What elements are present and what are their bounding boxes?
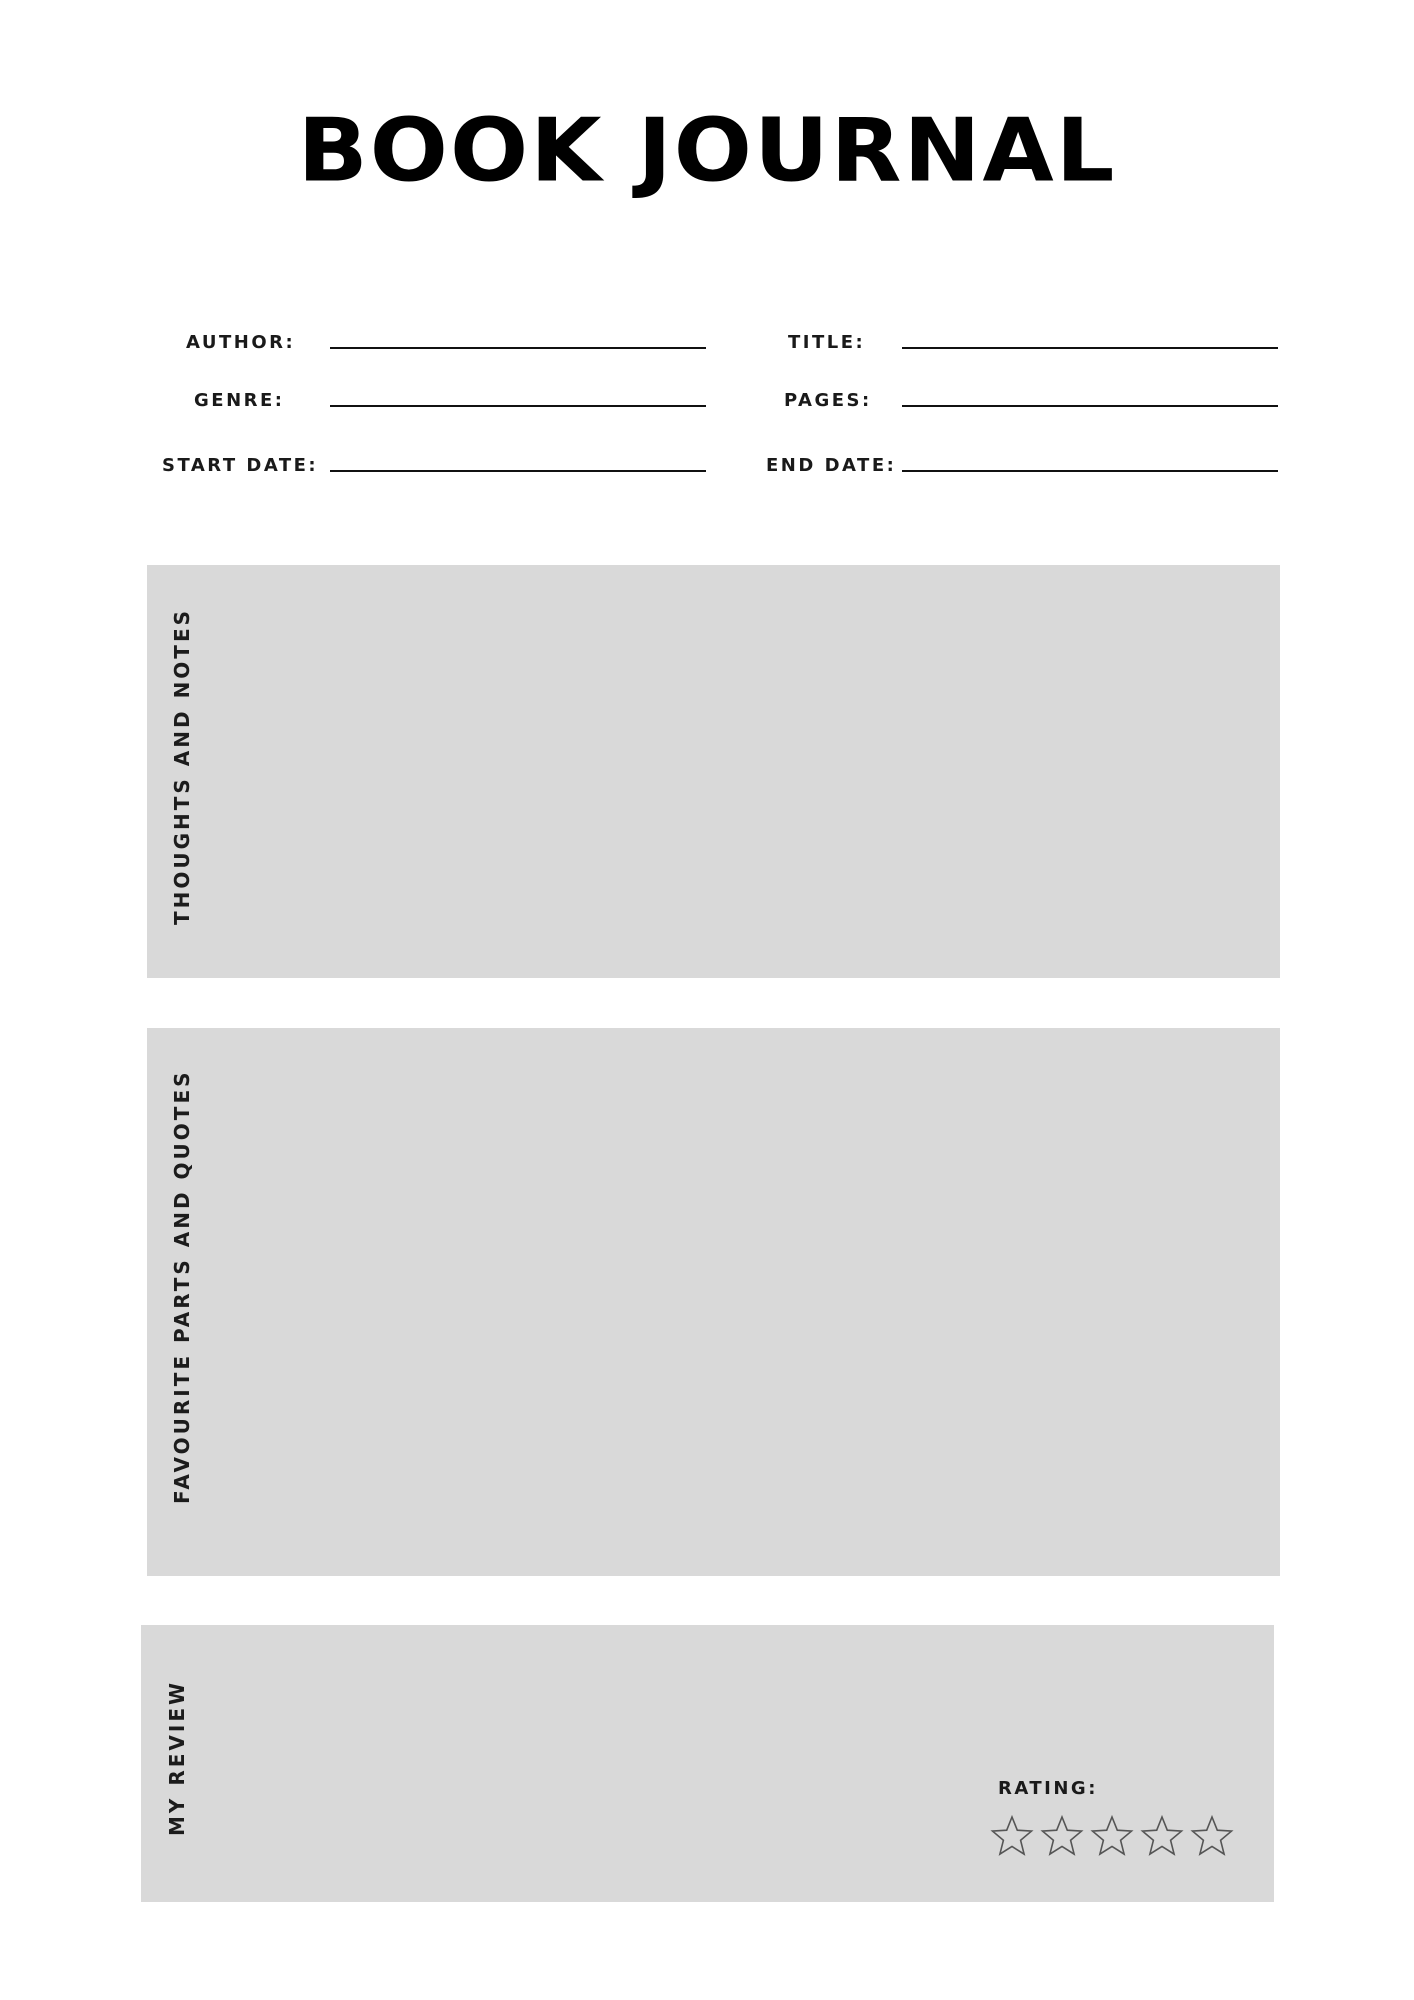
star-icon[interactable] <box>1190 1814 1234 1858</box>
review-label: MY REVIEW <box>165 1679 189 1836</box>
start-date-label: START DATE: <box>162 455 319 476</box>
end-date-label: END DATE: <box>766 455 897 476</box>
rating-stars <box>990 1814 1234 1858</box>
favourite-quotes-label: FAVOURITE PARTS AND QUOTES <box>170 1069 194 1504</box>
star-icon[interactable] <box>1040 1814 1084 1858</box>
star-icon[interactable] <box>1090 1814 1134 1858</box>
title-field[interactable] <box>902 347 1278 349</box>
pages-field[interactable] <box>902 405 1278 407</box>
pages-label: PAGES: <box>784 390 872 411</box>
title-label: TITLE: <box>788 332 866 353</box>
thoughts-notes-panel[interactable] <box>147 565 1280 978</box>
genre-label: GENRE: <box>194 390 285 411</box>
page-title: BOOK JOURNAL <box>297 99 1117 202</box>
favourite-quotes-panel[interactable] <box>147 1028 1280 1576</box>
end-date-field[interactable] <box>902 470 1278 472</box>
review-panel[interactable] <box>141 1625 1274 1902</box>
genre-field[interactable] <box>330 405 706 407</box>
rating-label: RATING: <box>998 1778 1098 1799</box>
thoughts-notes-label: THOUGHTS AND NOTES <box>170 607 194 925</box>
start-date-field[interactable] <box>330 470 706 472</box>
star-icon[interactable] <box>990 1814 1034 1858</box>
star-icon[interactable] <box>1140 1814 1184 1858</box>
author-label: AUTHOR: <box>186 332 296 353</box>
author-field[interactable] <box>330 347 706 349</box>
